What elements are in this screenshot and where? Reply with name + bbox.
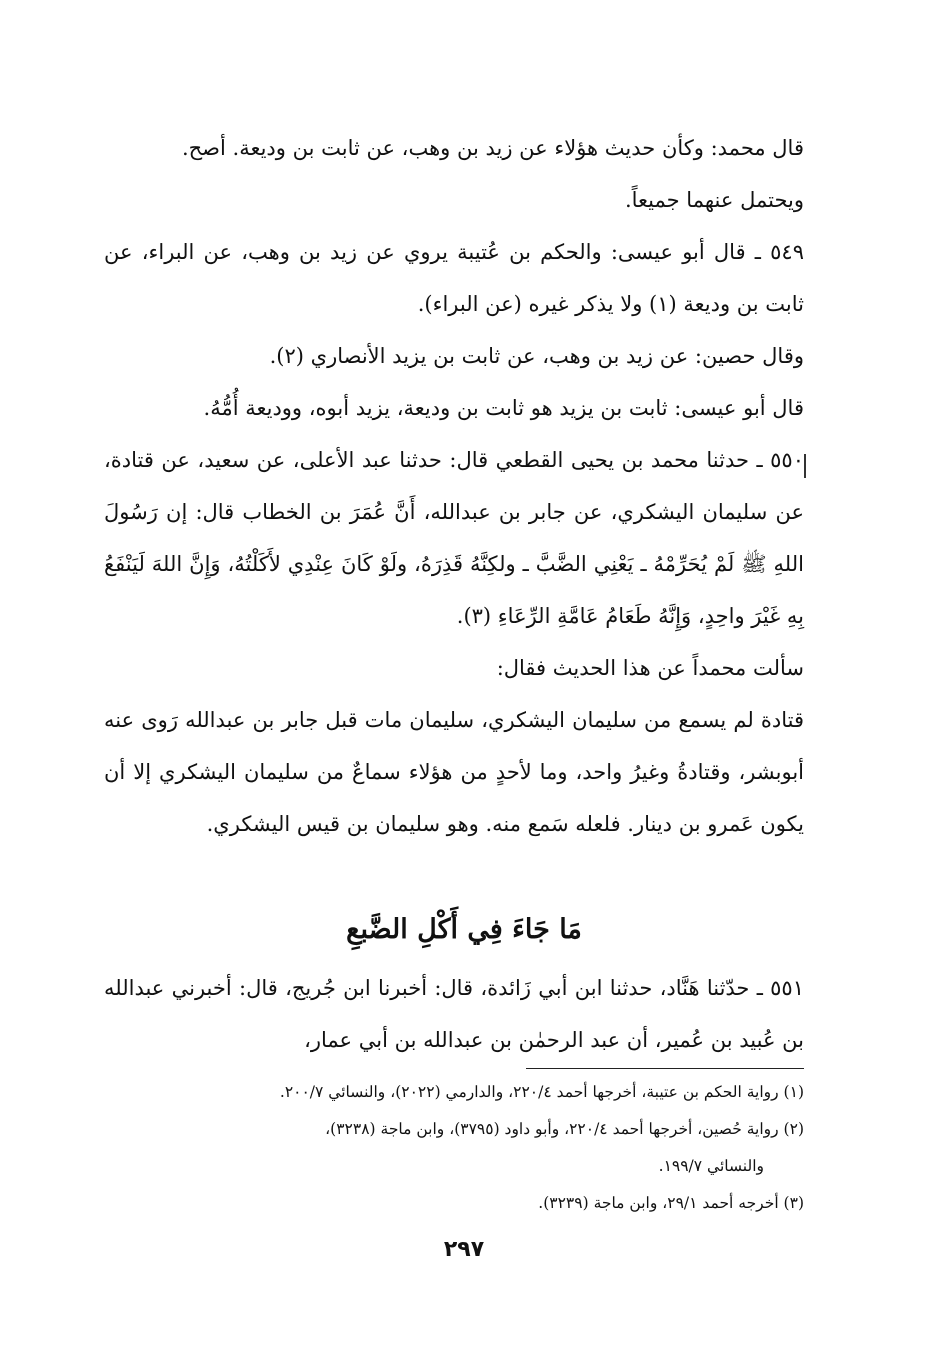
page-number: ٢٩٧ <box>443 1237 485 1262</box>
footnote: (٣) أخرجه أحمد ٢٩/١، وابن ماجة (٣٢٣٩). <box>538 1194 804 1212</box>
footnote-divider <box>526 1068 804 1069</box>
paragraph: ٥٥١ ـ حدّثنا هَنَّاد، حدثنا ابن أبي زَائدة، قال: أخبرنا ابن جُريج، قال: أخبرني عبدالله بن عُبيد بن عُمير، أن عبد الرحمٰن بن عبدالله بن أبي عمار، <box>104 976 804 1052</box>
paragraph: قتادة لم يسمع من سليمان اليشكري، سليمان مات قبل جابر بن عبدالله رَوى عنه أبوبشر، وقتادةُ وغيرُ واحد، وما لأحدٍ من هؤلاء سماعٌ من سليمان اليشكري إلا أن يكون عَمرو بن دينار. فلعله سَمع منه. وهو سليمان بن قيس اليشكري. <box>104 708 804 836</box>
section-heading: مَا جَاءَ فِي أَكْلِ الضَّبعِ <box>346 914 582 945</box>
footnote: (١) رواية الحكم بن عتيبة، أخرجها أحمد ٢٢٠/٤، والدارمي (٢٠٢٢)، والنسائي ٢٠٠/٧. <box>279 1083 804 1101</box>
paragraph: قال أبو عيسى: ثابت بن يزيد هو ثابت بن وديعة، يزيد أبوه، ووديعة أُمُّهُ. <box>203 396 804 420</box>
paragraph: وقال حصين: عن زيد بن وهب، عن ثابت بن يزيد الأنصاري (٢). <box>269 344 804 368</box>
paragraph: قال محمد: وكأن حديث هؤلاء عن زيد بن وهب، عن ثابت بن وديعة. أصح. <box>181 136 804 160</box>
main-text <box>104 122 804 850</box>
footnote-continuation: والنسائي ١٩٩/٧. <box>658 1157 764 1175</box>
paragraph: ٥٤٩ ـ قال أبو عيسى: والحكم بن عُتيبة يروي عن زيد بن وهب، عن البراء، عن ثابت بن وديعة (١) ولا يذكر غيره (عن البراء). <box>104 240 804 316</box>
margin-mark <box>804 454 806 478</box>
paragraph: ٥٥٠ ـ حدثنا محمد بن يحيى القطعي قال: حدثنا عبد الأعلى، عن سعيد، عن قتادة، عن سليمان اليشكري، عن جابر بن عبدالله، أَنَّ عُمَرَ بن الخطاب قال: إن رَسُولَ اللهِ ﷺ لَمْ يُحَرِّمْهُ ـ يَعْنِي الضَّبَّ ـ ولكِنَّهُ قَذِرَهُ، ولَوْ كَانَ عِنْدِي لأَكَلْتُهُ، وَإِنَّ اللهَ لَيَنْفَعُ بِهِ غَيْرَ واحِدٍ، وَإِنَّهُ طَعَامُ عَامَّةِ الرِّعَاءِ (٣). <box>104 448 804 628</box>
footnotes <box>104 1074 804 1222</box>
paragraph: سألت محمداً عن هذا الحديث فقال: <box>496 656 804 680</box>
main-text-continued <box>104 962 804 1066</box>
paragraph: ويحتمل عنهما جميعاً. <box>624 188 804 212</box>
footnote: (٢) رواية حُصين، أخرجها أحمد ٢٢٠/٤، وأبو داود (٣٧٩٥)، وابن ماجة (٣٢٣٨)، <box>325 1120 804 1138</box>
